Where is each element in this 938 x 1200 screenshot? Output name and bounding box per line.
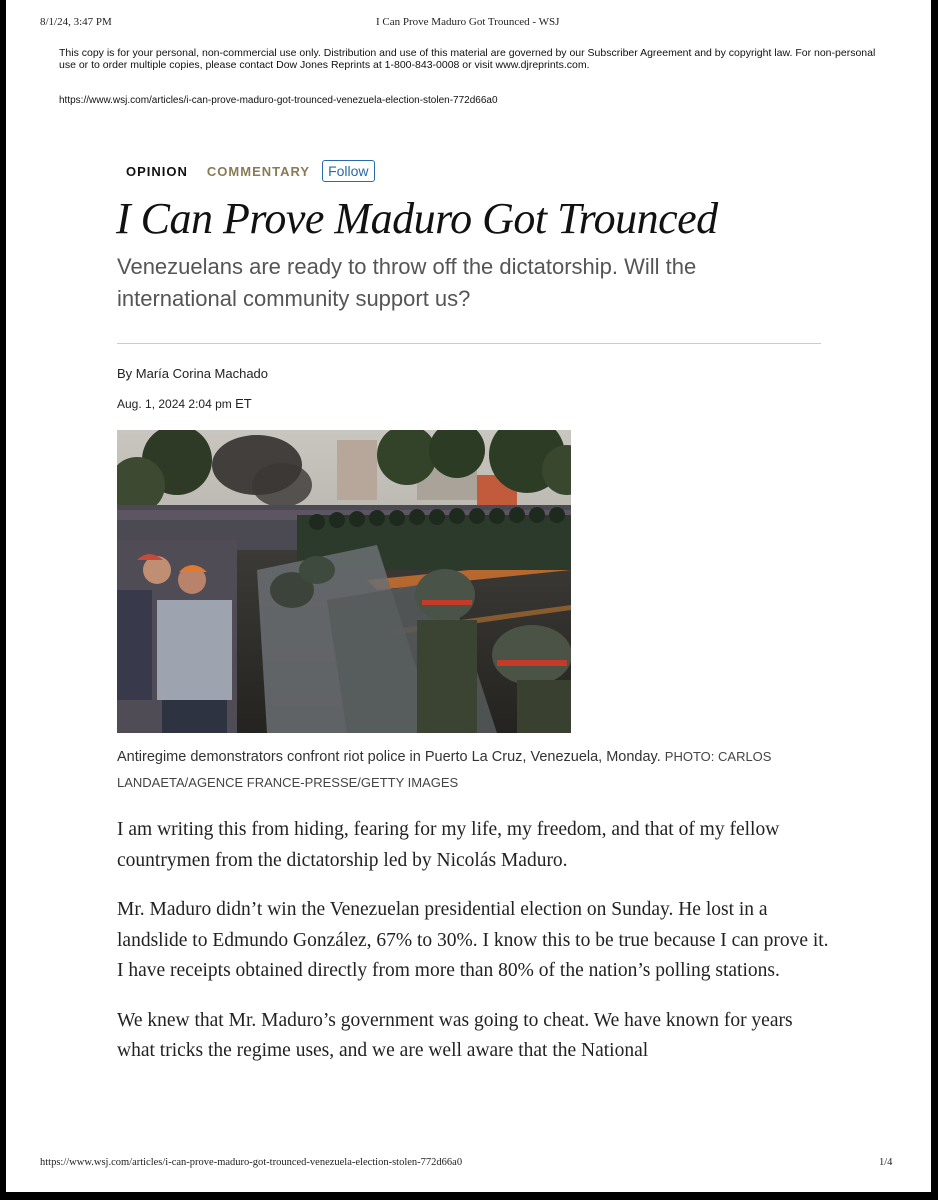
print-footer-url: https://www.wsj.com/articles/i-can-prove-maduro-got-trounced-venezuela-election-stolen-772d66a0 [40, 1157, 463, 1168]
follow-button[interactable]: Follow [322, 160, 374, 182]
paragraph: Mr. Maduro didn’t win the Venezuelan presidential election on Sunday. He lost in a landslide to Edmundo González, 67% to 30%. I know this to be true because I can prove it. I have receipts obtained directly from more than 80% of the nation’s polling stations. [117, 899, 829, 981]
dek: Venezuelans are ready to throw off the dictatorship. Will the international community support us? [117, 254, 697, 311]
page-number: 1/4 [879, 1157, 893, 1168]
article-body [117, 815, 829, 1086]
dateline [117, 396, 252, 411]
byline: By María Corina Machado [117, 366, 269, 381]
paragraph: We knew that Mr. Maduro’s government was going to cheat. We have known for years what tricks the regime uses, and we are well aware that the National [117, 1009, 793, 1061]
divider [117, 343, 821, 344]
reprint-notice: This copy is for your personal, non-commercial use only. Distribution and use of this material are governed by our Subscriber Agreement and by copyright law. For non-personal use or to order multiple copies, please contact Dow Jones Reprints at 1-800-843-0008 or visit www.djreprints.com. [59, 47, 876, 71]
timezone: ET [235, 396, 252, 411]
printed-page [6, 0, 931, 1192]
paragraph: I am writing this from hiding, fearing for my life, my freedom, and that of my fellow countrymen from the dictatorship led by Nicolás Maduro. [117, 819, 780, 871]
print-datetime: 8/1/24, 3:47 PM [40, 16, 112, 28]
caption-text: Antiregime demonstrators confront riot police in Puerto La Cruz, Venezuela, Monday. [117, 749, 661, 765]
section-label[interactable]: OPINION [126, 163, 188, 179]
article-photo [117, 430, 571, 733]
photo-credit: PHOTO: CARLOS LANDAETA/AGENCE FRANCE-PRESSE/GETTY IMAGES [117, 749, 772, 790]
headline: I Can Prove Maduro Got Trounced [116, 194, 718, 243]
publish-date: Aug. 1, 2024 2:04 pm [117, 397, 232, 411]
photo-caption [117, 744, 827, 796]
article-kicker [126, 160, 375, 182]
protest-photo-illustration [117, 430, 571, 733]
print-doc-title: I Can Prove Maduro Got Trounced - WSJ [376, 16, 560, 28]
category-label[interactable]: COMMENTARY [206, 163, 311, 179]
article-url[interactable]: https://www.wsj.com/articles/i-can-prove-maduro-got-trounced-venezuela-election-stolen-772d66a0 [59, 95, 498, 106]
